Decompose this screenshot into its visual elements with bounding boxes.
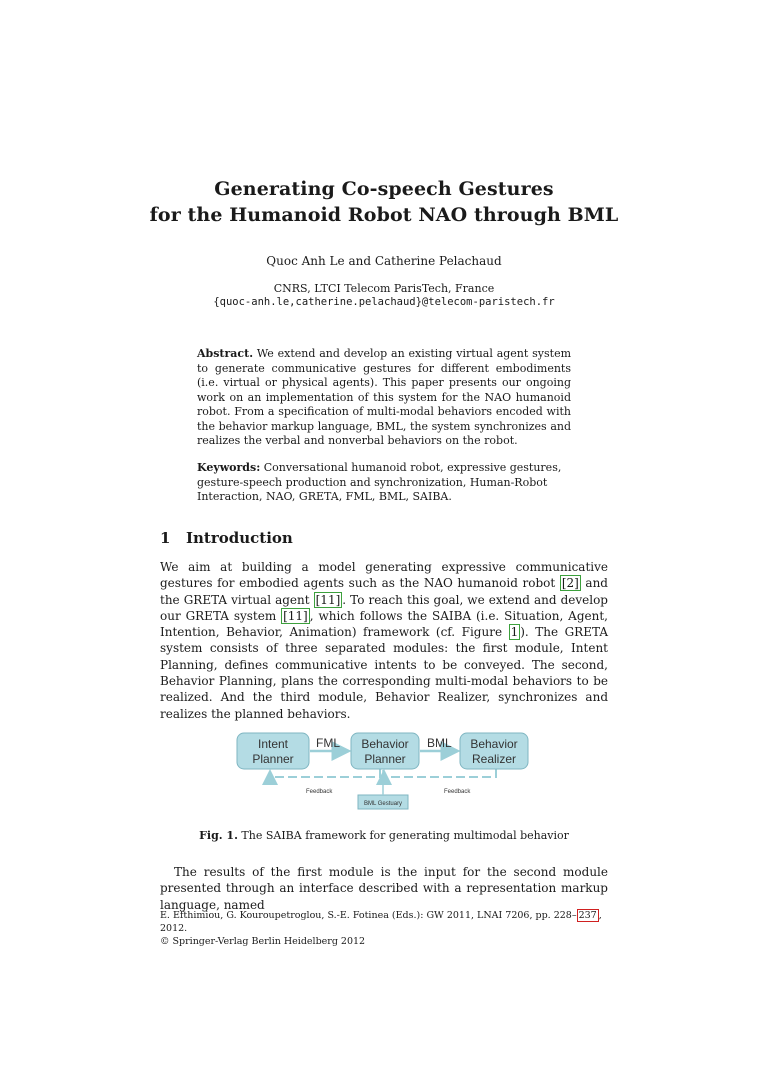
text-run: , which follows the SAIBA (i.e. Situation, Agent, Intention, Behavior, Animation) framework (cf. Figure [160, 608, 608, 640]
author-emails: {quoc-anh.le,catherine.pelachaud}@telecom-paristech.fr [213, 296, 555, 308]
section-heading [160, 529, 293, 547]
section-title: Introduction [186, 529, 293, 547]
text-run: We aim at building a model generating expressive communicative gestures for embodied agents such as the NAO humanoid robot [160, 560, 608, 591]
abstract [197, 347, 571, 449]
citation-link[interactable]: [2] [561, 576, 579, 591]
footer-line-1 [160, 909, 620, 935]
intent-planner-label-2: Planner [252, 752, 294, 766]
footer-line-2: © Springer-Verlag Berlin Heidelberg 2012 [160, 936, 366, 947]
citation-link[interactable]: [11] [283, 608, 308, 623]
authors: Quoc Anh Le and Catherine Pelachaud [266, 254, 502, 268]
keywords-text: Conversational humanoid robot, expressive gestures, gesture-speech production and synchronization, Human-Robot Interaction, NAO, GRETA, FML, BML, SAIBA. [197, 461, 562, 503]
bml-label: BML [427, 736, 452, 750]
behavior-realizer-label-1: Behavior [470, 737, 518, 751]
behavior-realizer-label-2: Realizer [471, 752, 517, 766]
paper-title-line-1: Generating Co-speech Gestures [214, 178, 554, 200]
abstract-text: We extend and develop an existing virtual agent system to generate communicative gestures for different embodiments (i.e. virtual or physical agents). This paper presents our ongoing work on an implementation of this system for the NAO humanoid robot. From a specification of multi-modal behaviors encoded with the behavior markup language, BML, the system synchronizes and realizes the verbal and nonverbal behaviors on the robot. [197, 347, 572, 447]
text-run: . To reach this goal, we extend and develop our GRETA system [160, 592, 608, 623]
text-run: and the GRETA virtual agent [160, 576, 608, 607]
intent-planner-label-1: Intent [257, 737, 289, 751]
saiba-figure [230, 723, 530, 818]
feedback-label-left: Feedback [306, 789, 333, 795]
footer-text: , 2012. [160, 910, 602, 934]
figure-caption [0, 829, 768, 842]
page-footer [160, 909, 620, 948]
feedback-path-left [270, 769, 380, 777]
section-number: 1 [160, 529, 171, 547]
intro-paragraph [160, 559, 608, 722]
figure-link[interactable]: 1 [510, 625, 519, 640]
abstract-label: Abstract. [197, 347, 254, 360]
citation-link[interactable]: [11] [315, 592, 341, 607]
feedback-path-right [384, 769, 496, 777]
bml-gestuary-label: BML Gestuary [363, 801, 403, 807]
caption-text: The SAIBA framework for generating multimodal behavior [241, 829, 569, 842]
behavior-planner-label-1: Behavior [361, 737, 409, 751]
keywords [197, 461, 577, 505]
footer-text: E. Efthimiou, G. Kouroupetroglou, S.-E. Fotinea (Eds.): GW 2011, LNAI 7206, pp. 228– [160, 910, 577, 921]
keywords-label: Keywords: [197, 461, 261, 474]
feedback-label-right: Feedback [444, 789, 471, 795]
second-paragraph: The results of the first module is the input for the second module presented through an interface described with a representation markup language, named [160, 865, 608, 912]
behavior-planner-label-2: Planner [364, 752, 406, 766]
page-link[interactable]: 237 [578, 910, 597, 921]
fml-label: FML [316, 736, 340, 750]
affiliation: CNRS, LTCI Telecom ParisTech, France [273, 282, 495, 295]
text-run: ). The GRETA system consists of three separated modules: the first module, Intent Planning, defines communicative intents to be conveyed. The second, Behavior Planning, plans the corresponding multi-modal behaviors to be realized. And the third module, Behavior Realizer, synchronizes and realizes the planned behaviors. [160, 625, 608, 721]
paper-title-line-2: for the Humanoid Robot NAO through BML [149, 204, 619, 226]
caption-label: Fig. 1. [199, 829, 238, 842]
